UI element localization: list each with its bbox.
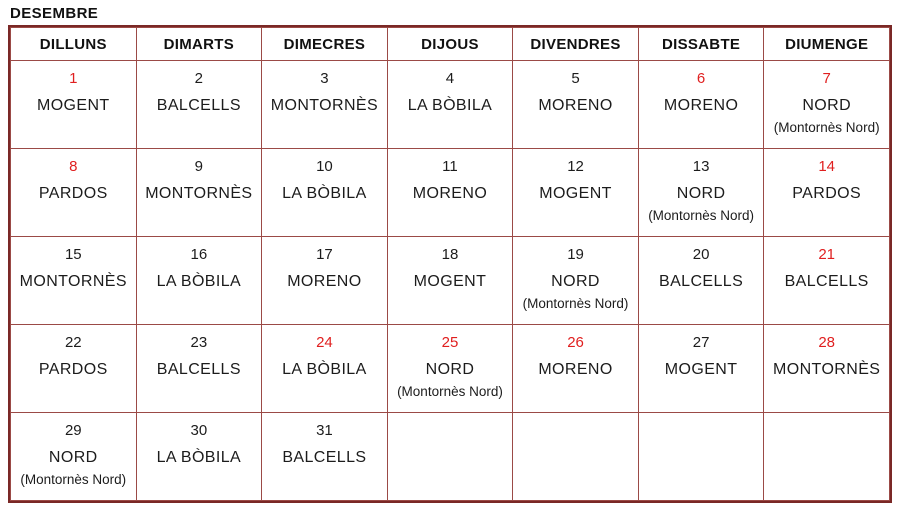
day-number: 30 [190, 422, 208, 439]
calendar-week-row [11, 413, 890, 501]
calendar-header-row [11, 28, 890, 61]
pharmacy-name: MONTORNÈS [773, 361, 881, 378]
day-number: 20 [692, 246, 710, 263]
day-number: 5 [571, 70, 580, 87]
pharmacy-name: LA BÒBILA [282, 185, 367, 202]
pharmacy-name: MORENO [538, 97, 613, 114]
weekday-header-dijous: DIJOUS [387, 28, 513, 61]
day-number: 15 [64, 246, 82, 263]
day-number: 21 [818, 246, 836, 263]
day-number: 29 [64, 422, 82, 439]
calendar-cell-day-23 [136, 325, 262, 413]
pharmacy-name: MONTORNÈS [19, 273, 127, 290]
pharmacy-name: MOGENT [664, 361, 738, 378]
weekday-header-dimarts: DIMARTS [136, 28, 262, 61]
calendar-cell-day-17 [262, 237, 388, 325]
calendar-cell-day-10 [262, 149, 388, 237]
weekday-header-dissabte: DISSABTE [638, 28, 764, 61]
calendar-cell-day-1 [11, 61, 137, 149]
calendar-cell-day-27 [638, 325, 764, 413]
calendar-cell-empty [764, 413, 890, 501]
day-number: 26 [567, 334, 584, 351]
pharmacy-name: BALCELLS [156, 97, 241, 114]
pharmacy-name: BALCELLS [659, 273, 744, 290]
day-number: 3 [320, 70, 329, 87]
calendar-cell-day-4 [387, 61, 513, 149]
pharmacy-subname: (Montornès Nord) [773, 120, 880, 135]
pharmacy-subname: (Montornès Nord) [522, 296, 629, 311]
calendar-table [10, 27, 890, 501]
day-number: 27 [692, 334, 710, 351]
pharmacy-name: LA BÒBILA [282, 361, 367, 378]
calendar-cell-day-28 [764, 325, 890, 413]
pharmacy-name: PARDOS [38, 185, 108, 202]
pharmacy-name: MOGENT [539, 185, 612, 202]
pharmacy-name: NORD [551, 273, 600, 290]
weekday-header-dilluns: DILLUNS [11, 28, 137, 61]
pharmacy-name: NORD [48, 449, 98, 466]
calendar-cell-empty [387, 413, 513, 501]
calendar-cell-day-3 [262, 61, 388, 149]
day-number: 24 [316, 334, 333, 351]
day-number: 31 [316, 422, 333, 439]
pharmacy-name: PARDOS [38, 361, 108, 378]
calendar-cell-empty [513, 413, 639, 501]
calendar-week-row [11, 237, 890, 325]
pharmacy-subname: (Montornès Nord) [397, 384, 503, 399]
pharmacy-name: MORENO [287, 273, 362, 290]
calendar-cell-day-31 [262, 413, 388, 501]
day-number: 19 [567, 246, 584, 263]
calendar-cell-day-5 [513, 61, 639, 149]
pharmacy-name: LA BÒBILA [407, 97, 493, 114]
day-number: 8 [69, 158, 78, 175]
pharmacy-name: MORENO [412, 185, 488, 202]
day-number: 1 [69, 70, 78, 87]
calendar-cell-day-12 [513, 149, 639, 237]
pharmacy-name: MORENO [538, 361, 613, 378]
calendar-week-row [11, 149, 890, 237]
calendar-cell-day-8 [11, 149, 137, 237]
pharmacy-name: MOGENT [36, 97, 110, 114]
day-number: 6 [696, 70, 706, 87]
pharmacy-subname: (Montornès Nord) [648, 208, 754, 223]
day-number: 16 [190, 246, 208, 263]
day-number: 14 [818, 158, 836, 175]
calendar-cell-day-25 [387, 325, 513, 413]
weekday-header-dimecres: DIMECRES [262, 28, 388, 61]
pharmacy-name: MONTORNÈS [145, 185, 253, 202]
calendar-cell-day-16 [136, 237, 262, 325]
pharmacy-name: NORD [802, 97, 852, 114]
pharmacy-name: LA BÒBILA [156, 449, 242, 466]
pharmacy-name: LA BÒBILA [156, 273, 242, 290]
day-number: 9 [194, 158, 204, 175]
calendar-cell-empty [638, 413, 764, 501]
pharmacy-name: PARDOS [792, 185, 862, 202]
calendar-cell-day-22 [11, 325, 137, 413]
calendar-week-row [11, 325, 890, 413]
calendar-week-row [11, 61, 890, 149]
pharmacy-name: BALCELLS [282, 449, 367, 466]
calendar-body [11, 61, 890, 501]
calendar-cell-day-18 [387, 237, 513, 325]
weekday-header-divendres: DIVENDRES [513, 28, 639, 61]
day-number: 4 [445, 70, 455, 87]
pharmacy-name: MONTORNÈS [270, 97, 379, 114]
pharmacy-name: BALCELLS [784, 273, 869, 290]
day-number: 18 [441, 246, 459, 263]
pharmacy-subname: (Montornès Nord) [20, 472, 127, 487]
calendar-cell-day-30 [136, 413, 262, 501]
calendar-cell-day-2 [136, 61, 262, 149]
calendar-cell-day-24 [262, 325, 388, 413]
pharmacy-name: NORD [676, 185, 726, 202]
day-number: 10 [316, 158, 333, 175]
pharmacy-name: MORENO [663, 97, 739, 114]
calendar-cell-day-21 [764, 237, 890, 325]
calendar-cell-day-6 [638, 61, 764, 149]
calendar-cell-day-15 [11, 237, 137, 325]
day-number: 13 [692, 158, 710, 175]
calendar-cell-day-13 [638, 149, 764, 237]
weekday-header-diumenge: DIUMENGE [764, 28, 890, 61]
calendar-table-wrapper [8, 25, 892, 503]
calendar-cell-day-19 [513, 237, 639, 325]
day-number: 22 [64, 334, 82, 351]
day-number: 11 [442, 158, 458, 175]
calendar-cell-day-29 [11, 413, 137, 501]
calendar-cell-day-7 [764, 61, 890, 149]
day-number: 12 [567, 158, 584, 175]
day-number: 28 [818, 334, 836, 351]
calendar-cell-day-20 [638, 237, 764, 325]
calendar-cell-day-26 [513, 325, 639, 413]
day-number: 2 [194, 70, 204, 87]
month-title: DESEMBRE [10, 5, 99, 22]
day-number: 17 [316, 246, 333, 263]
day-number: 23 [190, 334, 208, 351]
day-number: 7 [822, 70, 831, 87]
day-number: 25 [441, 334, 459, 351]
calendar-cell-day-9 [136, 149, 262, 237]
calendar-cell-day-14 [764, 149, 890, 237]
pharmacy-name: NORD [425, 361, 475, 378]
pharmacy-name: MOGENT [413, 273, 487, 290]
calendar-cell-day-11 [387, 149, 513, 237]
pharmacy-name: BALCELLS [156, 361, 241, 378]
